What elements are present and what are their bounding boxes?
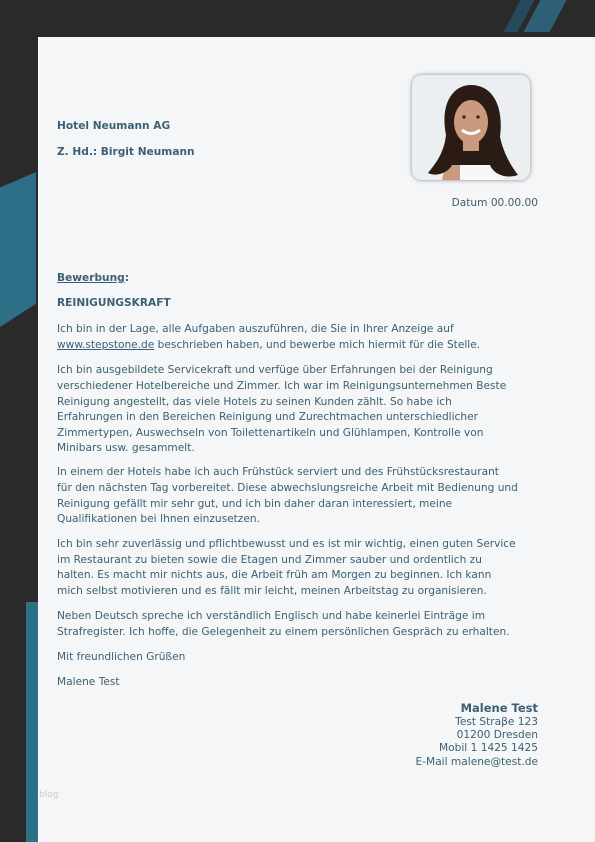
left-teal-accent <box>26 602 38 842</box>
recipient-company: Hotel Neumann AG <box>57 120 171 132</box>
signature-name: Malene Test <box>57 676 120 688</box>
sender-phone: Mobil 1 1425 1425 <box>439 742 538 754</box>
paragraph-line: Strafregister. Ich hoffe, die Gelegenheit zu einem persönlichen Gespräch zu erhalten. <box>57 626 510 638</box>
paragraph-line: In einem der Hotels habe ich auch Frühstück serviert und des Frühstücksrestaurant <box>57 466 499 478</box>
date-line: Datum 00.00.00 <box>451 197 538 209</box>
paragraph-line: Minibars usw. gesammelt. <box>57 442 195 454</box>
paragraph-line: Reinigung gefällt mir sehr gut, und ich bin daher daran interessiert, meine <box>57 498 453 510</box>
sender-street: Test Straβe 123 <box>455 716 538 728</box>
paragraph-line <box>57 338 480 354</box>
subject-label: Bewerbung <box>57 272 125 284</box>
paragraph-line: im Restaurant zu bieten sowie die Etagen und Zimmer sauber und ordentlich zu <box>57 554 482 566</box>
sender-email: E-Mail malene@test.de <box>415 756 538 768</box>
paragraph-line: Erfahrungen in den Bereichen Reinigung und Zurechtmachen unterschiedlicher <box>57 411 478 423</box>
paragraph-line: Qualifikationen bei Ihnen einzusetzen. <box>57 513 260 525</box>
paragraph-line: halten. Es macht mir nichts aus, die Arbeit früh am Morgen zu beginnen. Ich kann <box>57 569 492 581</box>
subject-line <box>57 271 129 287</box>
paragraph-text: beschrieben haben, und bewerbe mich hiermit für die Stelle. <box>154 339 481 351</box>
watermark: blog <box>39 790 59 800</box>
paragraph-line: Ich bin sehr zuverlässig und pflichtbewusst und es ist mir wichtig, einen guten Service <box>57 538 516 550</box>
left-dark-bar <box>0 37 38 842</box>
subject-colon: : <box>124 272 129 284</box>
position-title: REINIGUNGSKRAFT <box>57 297 171 309</box>
paragraph-line: Ich bin in der Lage, alle Aufgaben auszuführen, die Sie in Ihrer Anzeige auf <box>57 323 454 335</box>
stepstone-link[interactable]: www.stepstone.de <box>57 339 155 351</box>
sender-name: Malene Test <box>460 701 538 715</box>
paragraph-line: Reinigung angestellt, das viele Hotels zu seinen Kunden zählt. So habe ich <box>57 396 452 408</box>
paragraph-line: Neben Deutsch spreche ich verständlich Englisch und habe keinerlei Einträge im <box>57 610 486 622</box>
paragraph-line: verschiedener Hotelbereiche und Zimmer. Ich war im Reinigungsunternehmen Beste <box>57 380 507 392</box>
applicant-photo <box>412 75 530 180</box>
top-dark-bar <box>0 0 595 37</box>
portrait-image <box>412 75 530 180</box>
paragraph-line: für den nächsten Tag vorbereitet. Diese abwechslungsreiche Arbeit mit Bedienung und <box>57 482 518 494</box>
paragraph-line: mich selbst motivieren und es fällt mir leicht, meinen Arbeitstag zu organisieren. <box>57 585 487 597</box>
recipient-attention: Z. Hd.: Birgit Neumann <box>57 146 195 158</box>
closing-greeting: Mit freundlichen Grüßen <box>57 651 186 663</box>
paragraph-line: Ich bin ausgebildete Servicekraft und verfüge über Erfahrungen bei der Reinigung <box>57 364 493 376</box>
left-teal-accent <box>0 172 36 327</box>
paragraph-line: Zimmertypen, Auswechseln von Toilettenartikeln und Glühlampen, Kontrolle von <box>57 427 484 439</box>
sender-city: 01200 Dresden <box>456 729 538 741</box>
